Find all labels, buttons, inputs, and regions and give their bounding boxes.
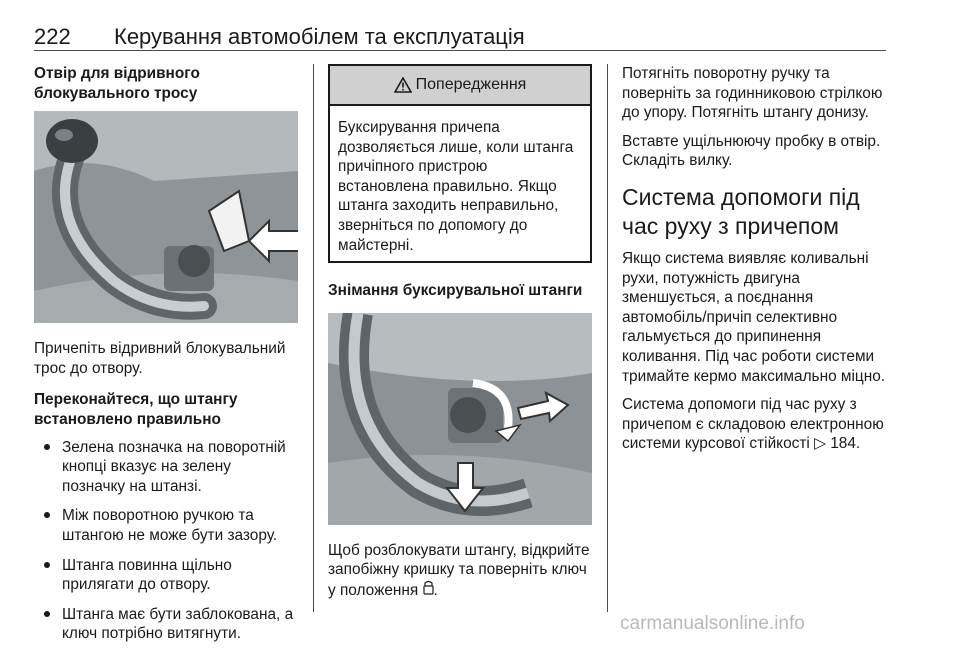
rotate-instruction: Потягніть поворотну ручку та поверніть за годинниковою стрілкою до упору. Потягніть штангу донизу. xyxy=(622,65,883,122)
page-title: Керування автомобілем та експлуатація xyxy=(114,24,525,49)
column-divider-1 xyxy=(313,64,314,612)
bullet-icon xyxy=(44,444,50,450)
warning-header xyxy=(330,66,590,106)
page-reference-link[interactable]: 184. xyxy=(830,435,861,453)
bullet-icon xyxy=(44,562,50,568)
column-1 xyxy=(34,64,298,654)
bullet-icon xyxy=(44,512,50,518)
trailer-stability-reference: Система допомоги під час руху з причепом є складовою електронною системи курсової стійкості ▷ 184. xyxy=(622,396,884,453)
list-item: Штанга має бути заблокована, а ключ потрібно витягнути. xyxy=(34,605,298,644)
unlock-instruction: Щоб розблокувати штангу, відкрийте запобіжну кришку та поверніть ключ у положення . xyxy=(328,541,590,599)
warning-title: Попередження xyxy=(415,76,527,94)
section-heading-remove-bar: Знімання буксирувальної штанги xyxy=(328,282,583,300)
figure-remove-bar xyxy=(328,313,592,525)
tow-bar-removal-illustration xyxy=(328,313,592,525)
page-header xyxy=(34,24,886,51)
check-list xyxy=(34,438,298,644)
list-item: Зелена позначка на поворотній кнопці вказує на зелену позначку на штанзі. xyxy=(34,438,298,497)
plug-instruction: Вставте ущільнюючу пробку в отвір. Складіть вилку. xyxy=(622,132,881,170)
warning-triangle-icon xyxy=(394,77,412,93)
column-3 xyxy=(622,64,886,463)
breakaway-instruction: Причепіть відривний блокувальний трос до отвору. xyxy=(34,340,286,377)
trailer-stability-description: Якщо система виявляє коливальні рухи, потужність двигуна зменшується, а поєднання автомобіль/причіп селективно гальмується до припинення коливання. Під час роботи системи тримайте кермо максимально міцно. xyxy=(622,249,886,385)
section-heading-check-mounting: Переконайтеся, що штангу встановлено правильно xyxy=(34,391,238,428)
warning-text: Буксирування причепа дозволяється лише, коли штанга причіпного пристрою встановлена правильно. Якщо штанга заходить неправильно, зверніться по допомогу до майстерні. xyxy=(338,119,574,254)
page-reference-arrow-icon: ▷ xyxy=(814,435,826,453)
section-heading-breakaway-cable: Отвір для відривного блокувального тросу xyxy=(34,65,200,102)
watermark: carmanualsonline.info xyxy=(620,613,805,634)
column-divider-2 xyxy=(607,64,608,612)
list-item: Штанга повинна щільно прилягати до отвору. xyxy=(34,556,298,595)
tow-bar-illustration xyxy=(34,111,298,323)
key-position-icon xyxy=(423,580,434,595)
figure-breakaway-eyelet xyxy=(34,111,298,323)
bullet-icon xyxy=(44,611,50,617)
column-2 xyxy=(328,64,592,610)
list-item: Між поворотною ручкою та штангою не може бути зазору. xyxy=(34,506,298,545)
warning-box xyxy=(328,64,592,263)
section-heading-trailer-stability: Система допомоги під час руху з причепом xyxy=(622,183,860,239)
page-number: 222 xyxy=(34,24,71,49)
